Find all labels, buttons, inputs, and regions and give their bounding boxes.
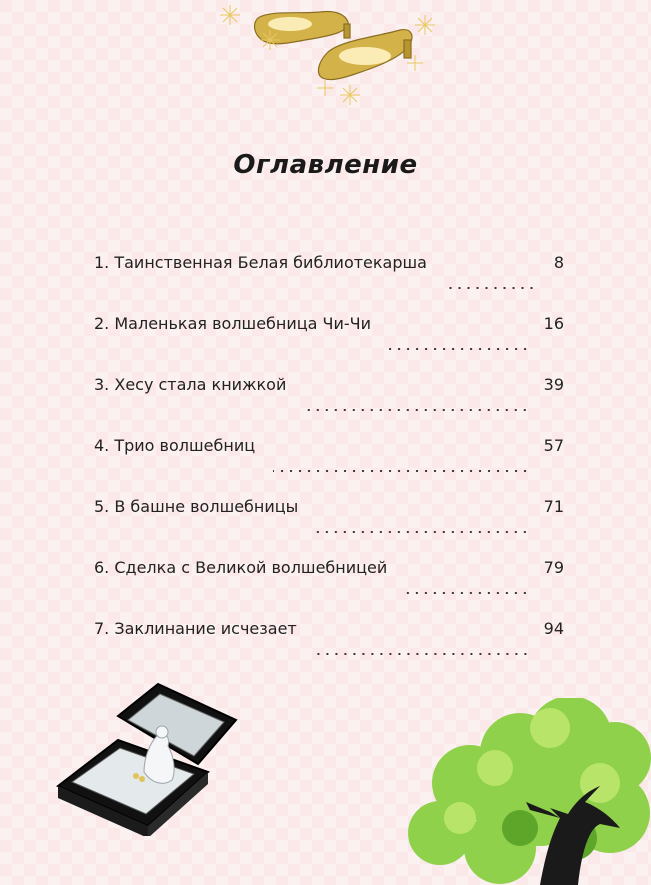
toc-entry-6[interactable] xyxy=(94,558,564,619)
dot-leader xyxy=(316,531,529,533)
toc-entry-1[interactable] xyxy=(94,253,564,314)
dot-leader xyxy=(304,409,529,411)
toc-entry-page: 71 xyxy=(543,497,564,516)
toc-entry-3[interactable] xyxy=(94,375,564,436)
toc-entry-page: 79 xyxy=(543,558,564,577)
toc-entry-5[interactable] xyxy=(94,497,564,558)
dot-leader xyxy=(273,470,530,472)
toc-entry-label: 4. Трио волшебниц xyxy=(94,436,256,455)
dot-leader xyxy=(315,653,530,655)
toc-entry-page: 57 xyxy=(543,436,564,455)
toc-entry-7[interactable] xyxy=(94,619,564,680)
toc-entry-page: 39 xyxy=(543,375,564,394)
toc-entry-page: 8 xyxy=(553,253,564,272)
toc-entry-label: 6. Сделка с Великой волшебницей xyxy=(94,558,388,577)
toc-entry-label: 5. В башне волшебницы xyxy=(94,497,299,516)
jewelry-box-icon xyxy=(48,676,248,836)
dot-leader xyxy=(445,287,536,289)
tree-icon xyxy=(400,698,651,885)
page-title: Оглавление xyxy=(233,150,418,180)
toc-entry-label: 2. Маленькая волшебница Чи-Чи xyxy=(94,314,372,333)
table-of-contents xyxy=(94,253,564,680)
dot-leader xyxy=(389,348,530,350)
toc-entry-label: 1. Таинственная Белая библиотекарша xyxy=(94,253,427,272)
toc-entry-label: 7. Заклинание исчезает xyxy=(94,619,297,638)
toc-entry-4[interactable] xyxy=(94,436,564,497)
dot-leader xyxy=(405,592,529,594)
toc-entry-label: 3. Хесу стала книжкой xyxy=(94,375,287,394)
toc-entry-page: 16 xyxy=(543,314,564,333)
toc-entry-page: 94 xyxy=(543,619,564,638)
golden-shoes-icon xyxy=(210,0,450,115)
toc-entry-2[interactable] xyxy=(94,314,564,375)
